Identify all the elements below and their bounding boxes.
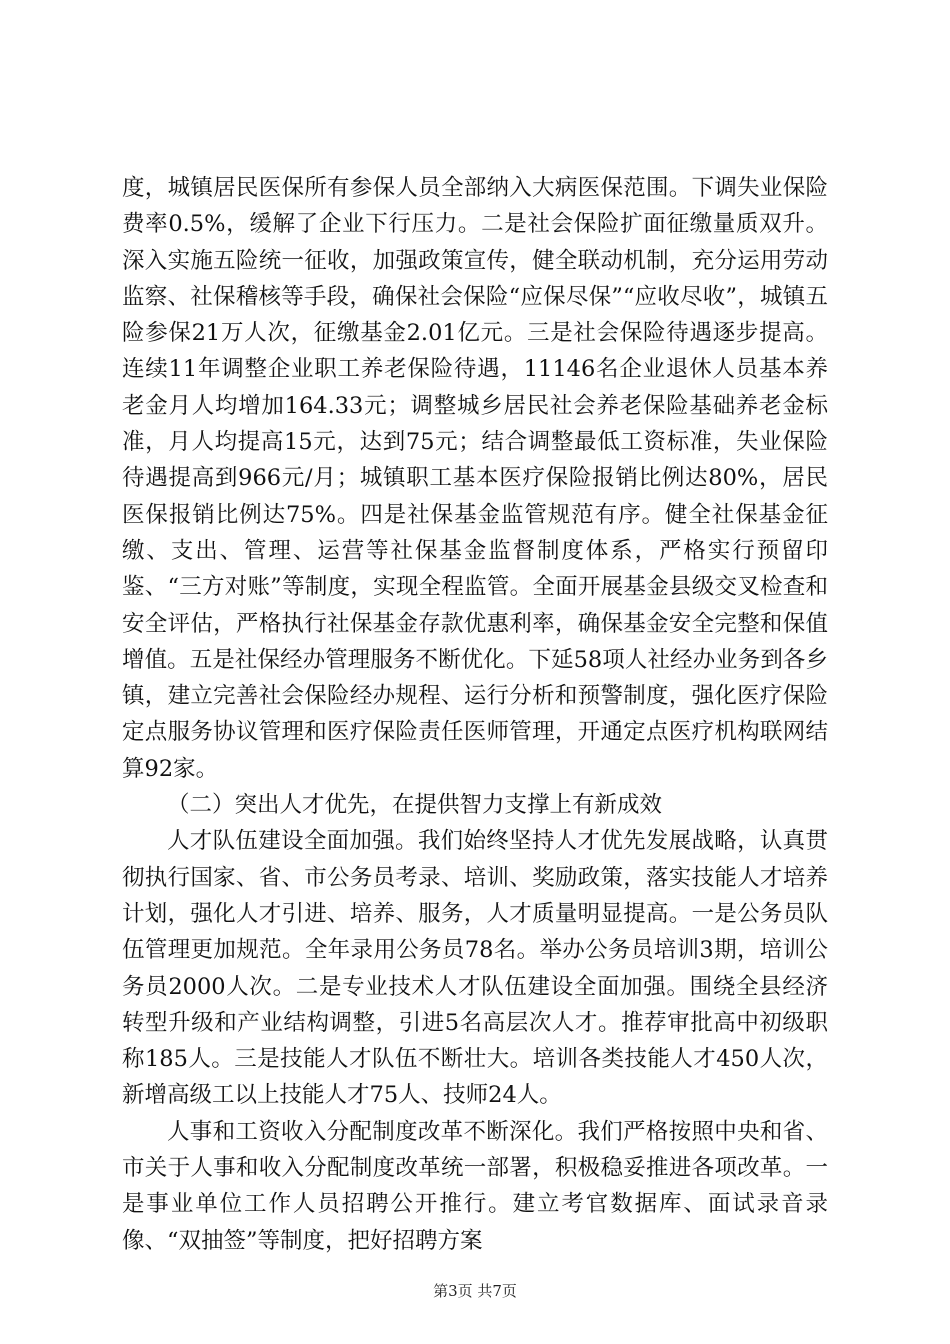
paragraph-talent-team: 人才队伍建设全面加强。我们始终坚持人才优先发展战略，认真贯彻执行国家、省、市公务员考录、培训、奖励政策，落实技能人才培养计划，强化人才引进、培养、服务，人才质量明显提高。一是公务员队伍管理更加规范。全年录用公务员78名。举办公务员培训3期，培训公务员2000人次。二是专业技术人才队伍建设全面加强。围绕全县经济转型升级和产业结构调整，引进5名高层次人才。推荐审批高中初级职称185人。三是技能人才队伍不断壮大。培训各类技能人才450人次，新增高级工以上技能人才75人、技师24人。 [122,828,828,1109]
document-body [122,170,828,1259]
paragraph-social-insurance: 度，城镇居民医保所有参保人员全部纳入大病医保范围。下调失业保险费率0.5%，缓解了企业下行压力。二是社会保险扩面征缴量质双升。深入实施五险统一征收，加强政策宣传，健全联动机制，充分运用劳动监察、社保稽核等手段，确保社会保险“应保尽保”“应收尽收”，城镇五险参保21万人次，征缴基金2.01亿元。三是社会保险待遇逐步提高。连续11年调整企业职工养老保险待遇，11146名企业退休人员基本养老金月人均增加164.33元；调整城乡居民社会养老保险基础养老金标准，月人均提高15元，达到75元；结合调整最低工资标准，失业保险待遇提高到966元/月；城镇职工基本医疗保险报销比例达80%，居民医保报销比例达75%。四是社保基金监管规范有序。健全社保基金征缴、支出、管理、运营等社保基金监督制度体系，严格实行预留印鉴、“三方对账”等制度，实现全程监管。全面开展基金县级交叉检查和安全评估，严格执行社保基金存款优惠利率，确保基金安全完整和保值增值。五是社保经办管理服务不断优化。下延58项人社经办业务到各乡镇，建立完善社会保险经办规程、运行分析和预警制度，强化医疗保险定点服务协议管理和医疗保险责任医师管理，开通定点医疗机构联网结算92家。 [122,175,828,782]
paragraph-personnel-reform: 人事和工资收入分配制度改革不断深化。我们严格按照中央和省、市关于人事和收入分配制度改革统一部署，积极稳妥推进各项改革。一是事业单位工作人员招聘公开推行。建立考官数据库、面试录音录像、“双抽签”等制度，把好招聘方案 [122,1118,828,1254]
page-number-footer: 第3页 共7页 [433,1282,517,1300]
section-heading-talent: （二）突出人才优先，在提供智力支撑上有新成效 [167,792,663,819]
